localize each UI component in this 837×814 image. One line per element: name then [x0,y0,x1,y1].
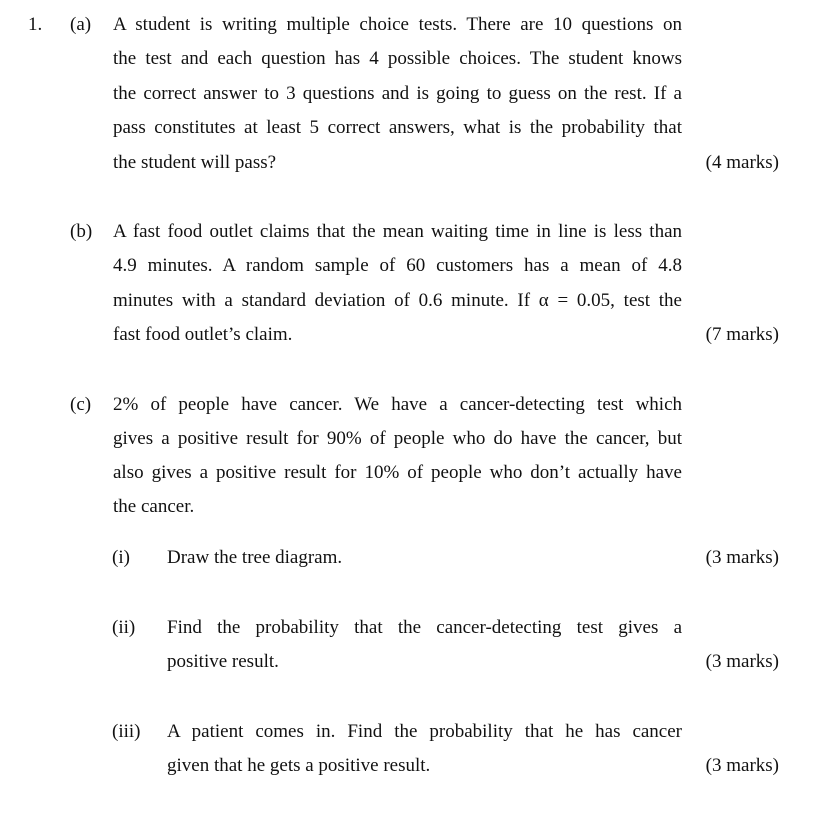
part-b-marks: (7 marks) [705,324,779,345]
part-b-line-2: 4.9 minutes. A random sample of 60 customers has a mean of 4.8 [113,255,682,276]
question-number: 1. [28,14,43,35]
part-a-line-3: the correct answer to 3 questions and is going to guess on the rest. If a [113,83,682,104]
part-c-line-1: 2% of people have cancer. We have a cancer-detecting test which [113,394,682,415]
part-c-label: (c) [70,394,92,415]
part-b-line-1: A fast food outlet claims that the mean waiting time in line is less than [113,221,682,242]
part-a-line-4: pass constitutes at least 5 correct answers, what is the probability that [113,117,682,138]
part-b-label: (b) [70,221,93,242]
part-a-label: (a) [70,14,92,35]
subpart-iii-label: (iii) [112,721,141,742]
subpart-i-marks: (3 marks) [705,547,779,568]
part-a-line-1: A student is writing multiple choice tests. There are 10 questions on [113,14,682,35]
part-b-line-3: minutes with a standard deviation of 0.6 minute. If α = 0.05, test the [113,290,682,311]
subpart-iii-line-1: A patient comes in. Find the probability that he has cancer [167,721,682,742]
subpart-iii-line-2: given that he gets a positive result. [167,755,431,776]
subpart-i-label: (i) [112,547,130,568]
subpart-ii-line-1: Find the probability that the cancer-detecting test gives a [167,617,682,638]
part-a-line-2: the test and each question has 4 possible choices. The student knows [113,48,682,69]
part-c-line-3: also gives a positive result for 10% of people who don’t actually have [113,462,682,483]
subpart-ii-line-2: positive result. [167,651,279,672]
subpart-iii-marks: (3 marks) [705,755,779,776]
subpart-ii-label: (ii) [112,617,136,638]
part-a-line-5: the student will pass? [113,152,277,173]
subpart-ii-marks: (3 marks) [705,651,779,672]
part-a-marks: (4 marks) [705,152,779,173]
part-c-line-4: the cancer. [113,496,195,517]
subpart-i-line-1: Draw the tree diagram. [167,547,343,568]
part-c-line-2: gives a positive result for 90% of people who do have the cancer, but [113,428,682,449]
part-b-line-4: fast food outlet’s claim. [113,324,293,345]
